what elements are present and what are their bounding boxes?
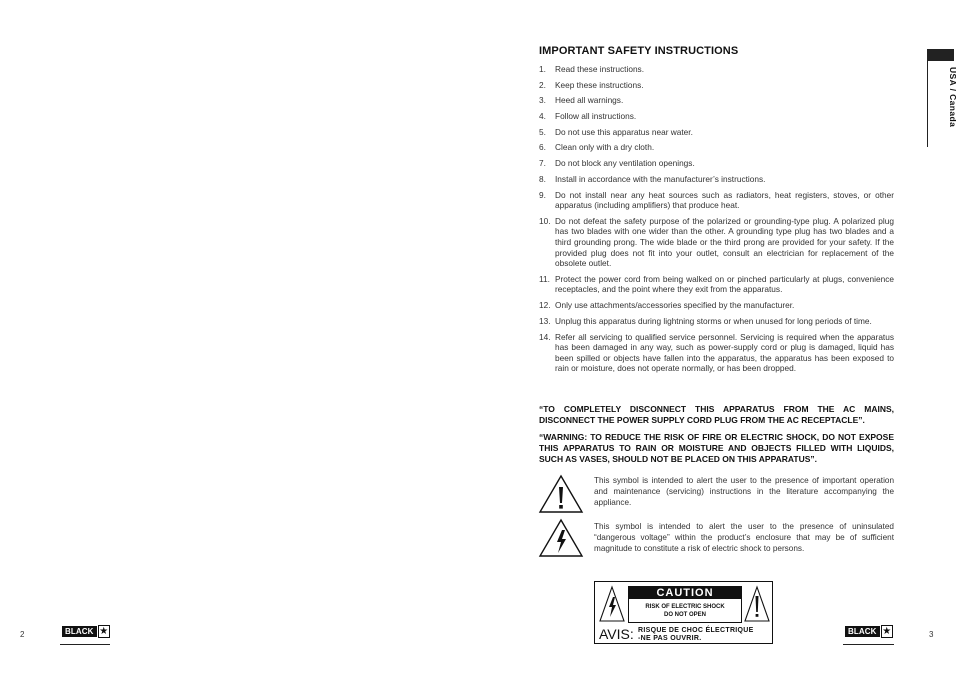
avis-text: [638, 627, 754, 643]
item-text: Read these instructions.: [555, 64, 645, 74]
logo-text: BLACK: [62, 626, 97, 637]
item-number: 1.: [539, 64, 546, 74]
item-number: 5.: [539, 126, 546, 137]
page-title: IMPORTANT SAFETY INSTRUCTIONS: [539, 45, 739, 57]
lightning-triangle-icon: [599, 585, 625, 623]
lightning-triangle-icon: [538, 518, 584, 558]
side-tab-line: [927, 61, 928, 147]
risk-line-1: RISK OF ELECTRIC SHOCK: [645, 604, 725, 610]
exclamation-triangle-icon: [538, 474, 584, 514]
item-number: 10.: [539, 215, 551, 226]
item-text: Heed all warnings.: [555, 95, 624, 106]
region-label: USA / Canada: [948, 67, 958, 128]
risk-line-2: DO NOT OPEN: [663, 612, 706, 618]
list-item: [539, 111, 894, 122]
exclamation-symbol-description: This symbol is intended to alert the user to the presence of important operation and maintenance (servicing) instructions in the literature accompanying the appliance.: [594, 476, 894, 507]
caution-risk-text: [629, 603, 741, 619]
exclamation-triangle-icon: [744, 585, 770, 623]
fire-shock-warning: “WARNING: TO REDUCE THE RISK OF FIRE OR ELECTRIC SHOCK, DO NOT EXPOSE THIS APPARATUS TO RAIN OR MOISTURE AND OBJECTS FILLED WITH LIQUIDS, SUCH AS VASES, SHOULD NOT BE PLACED ON THIS APPARATUS”.: [539, 432, 894, 464]
caution-label: [594, 581, 773, 644]
list-item: [539, 316, 894, 327]
avis-line-1: RISQUE DE CHOC ÉLECTRIQUE: [638, 627, 754, 634]
list-item: [539, 300, 894, 311]
list-item: [539, 95, 894, 106]
caution-box: [628, 586, 742, 623]
lightning-symbol-description: This symbol is intended to alert the user to the presence of uninsulated “dangerous voltage” within the product’s enclosure that may be of sufficient magnitude to constitute a risk of electric shock to persons.: [594, 522, 894, 553]
list-item: [539, 127, 894, 138]
side-tab-marker: [927, 49, 954, 61]
item-text: Unplug this apparatus during lightning storms or when unused for long periods of time.: [555, 315, 872, 326]
star-icon: ★: [882, 625, 892, 637]
item-text: Refer all servicing to qualified service personnel. Servicing is required when the apparatus has been damaged in any way, such as power-supply cord or plug is damaged, liquid has been spilled or objects have fallen into the apparatus, the apparatus has been exposed to rain or moisture, does not operate normally, or has been dropped.: [555, 331, 894, 374]
avis-line-2: -NE PAS OUVRIR.: [638, 635, 702, 642]
item-number: 13.: [539, 315, 551, 326]
list-item: [539, 216, 894, 269]
brand-logo: [62, 624, 110, 639]
logo-text: BLACK: [845, 626, 880, 637]
safety-instructions-list: [539, 64, 894, 379]
item-text: Install in accordance with the manufacturer’s instructions.: [555, 173, 766, 184]
item-text: Protect the power cord from being walked on or pinched particularly at plugs, convenience receptacles, and the point where they exit from the apparatus.: [555, 273, 894, 295]
item-text: Only use attachments/accessories specified by the manufacturer.: [555, 300, 795, 311]
list-item: [539, 332, 894, 374]
list-item: [539, 158, 894, 169]
disconnect-warning: “TO COMPLETELY DISCONNECT THIS APPARATUS FROM THE AC MAINS, DISCONNECT THE POWER SUPPLY CORD PLUG FROM THE AC RECEPTACLE”.: [539, 404, 894, 425]
item-text: Clean only with a dry cloth.: [555, 142, 655, 153]
item-text: Do not use this apparatus near water.: [555, 126, 693, 137]
caution-banner: CAUTION: [629, 587, 741, 599]
item-number: 4.: [539, 111, 546, 122]
item-number: 2.: [539, 79, 546, 90]
item-number: 12.: [539, 300, 551, 311]
list-item: [539, 190, 894, 211]
list-item: [539, 80, 894, 91]
brand-logo: [845, 624, 893, 639]
avis-label: AVIS:: [599, 626, 634, 642]
item-number: 9.: [539, 189, 546, 200]
list-item: [539, 142, 894, 153]
item-number: 7.: [539, 158, 546, 169]
item-number: 14.: [539, 331, 551, 342]
item-text: Keep these instructions.: [555, 79, 644, 90]
item-text: Do not defeat the safety purpose of the polarized or grounding-type plug. A polarized plug has two blades with one wider than the other. A grounding type plug has two blades and a third grounding prong. The wide blade or the third prong are provided for your safety. If the provided plug does not fit into your outlet, consult an electrician for replacement of the obsolete outlet.: [555, 215, 894, 269]
item-text: Do not install near any heat sources such as radiators, heat registers, stoves, or other apparatus (including amplifiers) that produce heat.: [555, 189, 894, 211]
item-number: 8.: [539, 173, 546, 184]
footer-rule-left: [60, 644, 110, 645]
page-number-left: 2: [20, 630, 25, 639]
item-number: 3.: [539, 95, 546, 106]
list-item: [539, 174, 894, 185]
item-text: Do not block any ventilation openings.: [555, 158, 695, 169]
footer-rule-right: [843, 644, 894, 645]
page-number-right: 3: [929, 630, 934, 639]
item-text: Follow all instructions.: [555, 111, 637, 122]
list-item: [539, 64, 894, 75]
list-item: [539, 274, 894, 295]
item-number: 6.: [539, 142, 546, 153]
item-number: 11.: [539, 273, 550, 284]
star-icon: ★: [99, 625, 109, 637]
